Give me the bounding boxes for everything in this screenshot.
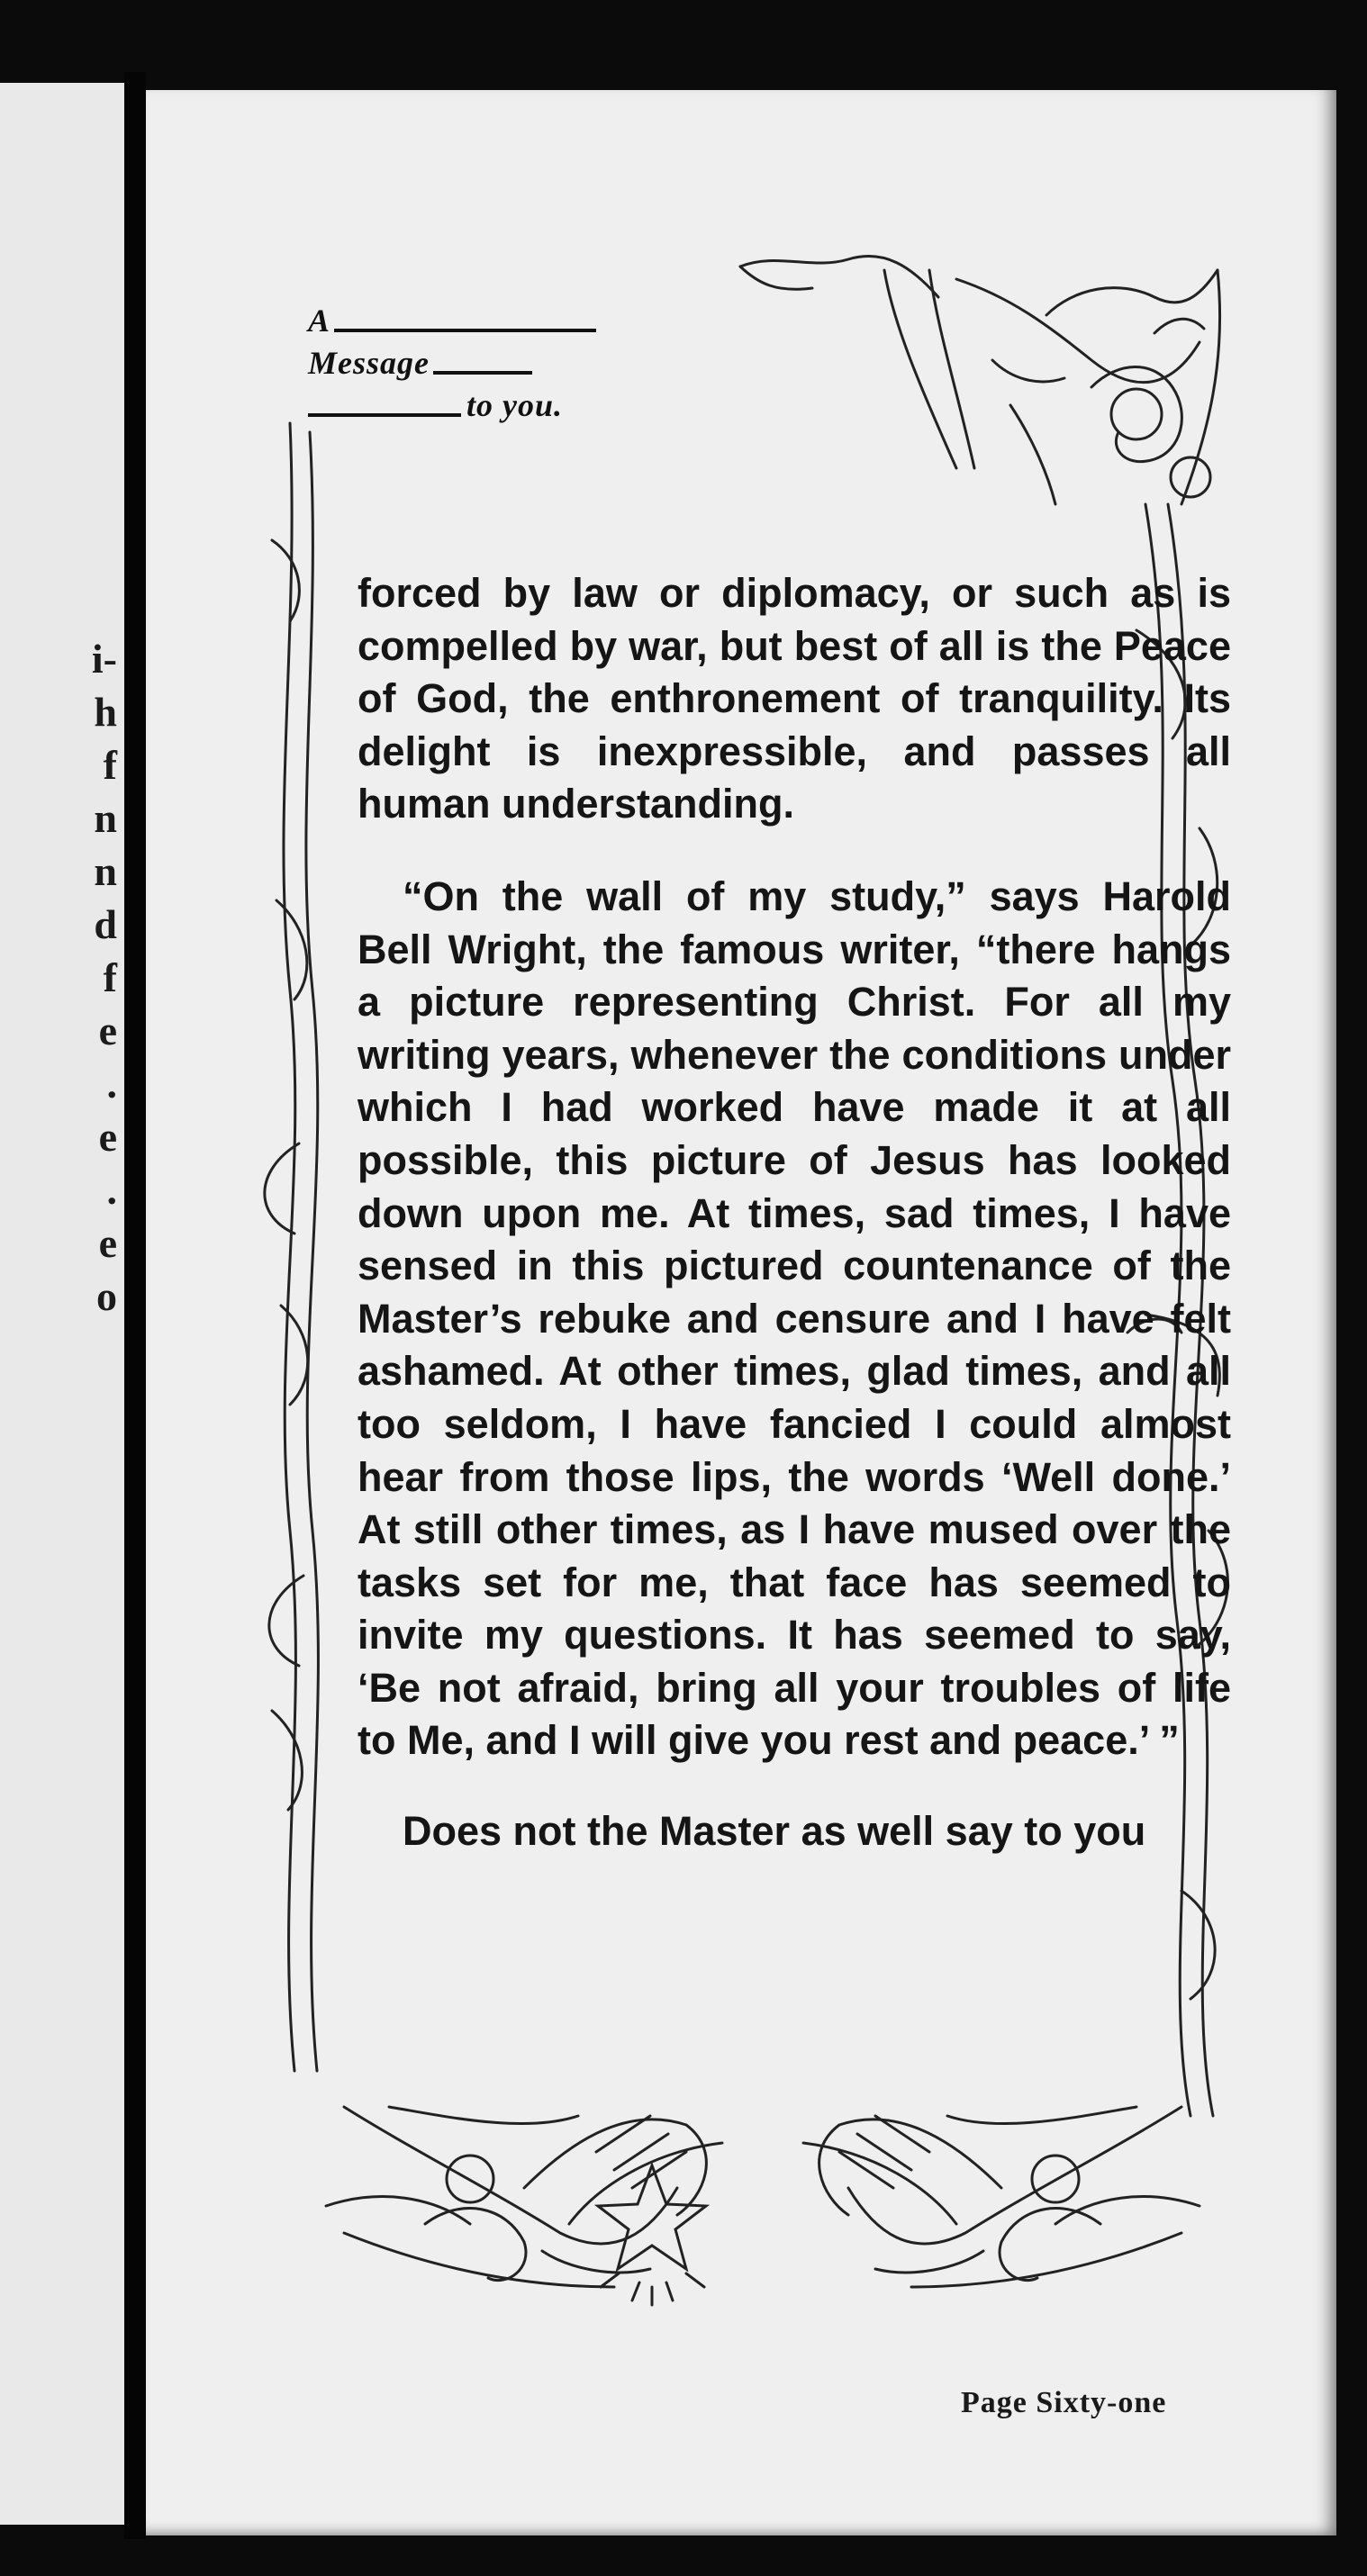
- left-page-letter: f: [103, 954, 117, 1000]
- body-paragraph-1: forced by law or diplomacy, or such as is compelled by war, but best of all is the Peace of God, the enthronement of tranquility. Its delight is inexpressible, and passes all human understanding.: [358, 570, 1231, 827]
- left-page-letter: f: [103, 742, 117, 788]
- body-paragraph-2: “On the wall of my study,” says Harold Bell Wright, the famous writer, “there hangs a picture representing Christ. For all my writing years, whenever the conditions under which I had worked have made it at all possible, this picture of Jesus has looked down upon me. At times, sad times, I have sensed in this pictured countenance of the Master’s rebuke and censure and I have felt ashamed. At other times, glad times, and all too seldom, I have fancied I could almost hear from those lips, the words ‘Well done.’ At still other times, as I have mused over the tasks set for me, that face has seemed to invite my questions. It has seemed to say, ‘Be not afraid, bring all your troubles of life to Me, and I will give you rest and peace.’ ”: [358, 872, 1231, 1764]
- vine-border-icon: [265, 423, 319, 2071]
- page-number: Page Sixty-one: [961, 2386, 1167, 2419]
- message-header: [308, 297, 596, 424]
- header-line-message: Message: [308, 345, 430, 381]
- page-body-text: [358, 567, 1231, 1858]
- left-page-letter: e: [98, 1220, 117, 1266]
- left-page-letter: d: [94, 901, 117, 947]
- left-page-edge: [0, 83, 126, 2525]
- left-page-letter: i-: [91, 636, 117, 682]
- header-rule: [308, 413, 461, 417]
- left-page-letter: n: [94, 795, 117, 841]
- left-page-letter: h: [94, 689, 117, 735]
- book-page: [146, 90, 1336, 2535]
- header-line-to-you: to you.: [466, 387, 564, 423]
- body-paragraph-3: Does not the Master as well say to you: [403, 1808, 1146, 1855]
- left-page-letter: .: [106, 1167, 117, 1213]
- left-page-letter: o: [96, 1273, 117, 1319]
- left-page-letter: .: [106, 1061, 117, 1107]
- acanthus-corner-icon: [740, 256, 1220, 504]
- left-page-letter: e: [98, 1008, 117, 1053]
- star-icon: [598, 2165, 706, 2305]
- book-gutter: [124, 72, 146, 2539]
- header-rule: [433, 371, 532, 375]
- left-page-letter: e: [98, 1114, 117, 1160]
- header-rule: [334, 329, 596, 332]
- header-line-a: A: [308, 303, 331, 339]
- left-page-letter: n: [94, 848, 117, 894]
- cornucopia-icon: [326, 2107, 1200, 2287]
- left-page-letters: [92, 632, 117, 1323]
